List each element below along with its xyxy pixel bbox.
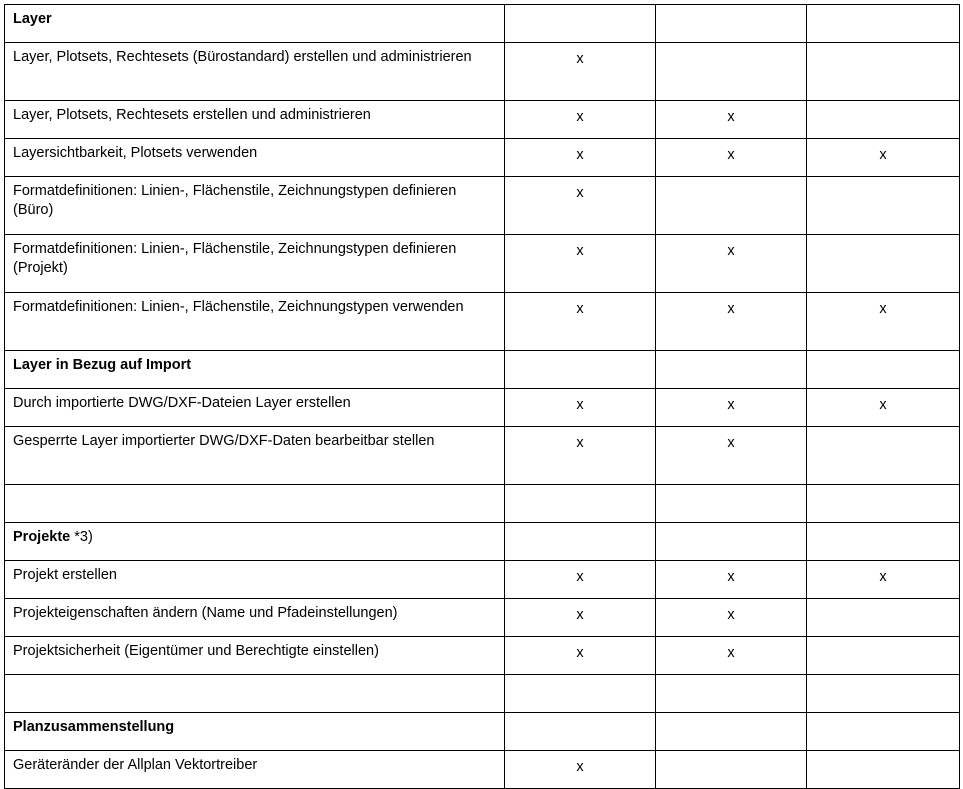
mark-cell: x — [505, 751, 656, 789]
mark-cell: x — [656, 293, 807, 351]
mark-cell: x — [505, 599, 656, 637]
mark-cell: x — [656, 599, 807, 637]
mark-cell: x — [656, 637, 807, 675]
section-cell — [5, 351, 505, 389]
mark-cell — [656, 713, 807, 751]
permission-label: Layersichtbarkeit, Plotsets verwenden — [5, 139, 505, 177]
mark-cell: x — [807, 139, 960, 177]
mark-cell: x — [807, 561, 960, 599]
mark-cell: x — [656, 389, 807, 427]
permission-label: Layer, Plotsets, Rechtesets (Bürostandard) erstellen und administrieren — [5, 43, 505, 101]
section-row — [5, 713, 960, 751]
section-title: Layer in Bezug auf Import — [13, 357, 192, 373]
permissions-table — [4, 4, 960, 789]
mark-cell: x — [656, 101, 807, 139]
section-cell — [5, 713, 505, 751]
mark-cell — [505, 713, 656, 751]
mark-cell: x — [505, 293, 656, 351]
mark-cell — [807, 5, 960, 43]
mark-cell — [656, 485, 807, 523]
mark-cell — [656, 751, 807, 789]
mark-cell: x — [807, 389, 960, 427]
mark-cell — [656, 5, 807, 43]
mark-cell: x — [505, 43, 656, 101]
table-row — [5, 599, 960, 637]
empty-row — [5, 675, 960, 713]
mark-cell — [656, 523, 807, 561]
mark-cell — [807, 485, 960, 523]
permission-label: Layer, Plotsets, Rechtesets erstellen und administrieren — [5, 101, 505, 139]
mark-cell — [807, 427, 960, 485]
mark-cell — [807, 101, 960, 139]
mark-cell — [807, 751, 960, 789]
section-cell — [5, 5, 505, 43]
mark-cell: x — [807, 293, 960, 351]
permission-label: Formatdefinitionen: Linien-, Flächenstile, Zeichnungstypen definieren (Büro) — [5, 177, 505, 235]
mark-cell — [807, 351, 960, 389]
permission-label: Projekt erstellen — [5, 561, 505, 599]
mark-cell: x — [656, 561, 807, 599]
section-row — [5, 5, 960, 43]
table-row — [5, 177, 960, 235]
mark-cell: x — [656, 427, 807, 485]
mark-cell: x — [505, 139, 656, 177]
empty-row — [5, 485, 960, 523]
mark-cell: x — [656, 139, 807, 177]
section-title: Planzusammenstellung — [13, 719, 175, 735]
mark-cell — [807, 523, 960, 561]
permission-label: Durch importierte DWG/DXF-Dateien Layer erstellen — [5, 389, 505, 427]
mark-cell — [807, 235, 960, 293]
table-row — [5, 637, 960, 675]
mark-cell: x — [656, 235, 807, 293]
mark-cell: x — [505, 561, 656, 599]
mark-cell — [807, 177, 960, 235]
table-row — [5, 427, 960, 485]
section-row — [5, 523, 960, 561]
mark-cell: x — [505, 101, 656, 139]
table-row — [5, 389, 960, 427]
mark-cell — [807, 713, 960, 751]
mark-cell: x — [505, 427, 656, 485]
mark-cell — [807, 637, 960, 675]
mark-cell — [656, 177, 807, 235]
table-row — [5, 139, 960, 177]
table-row — [5, 561, 960, 599]
mark-cell — [656, 675, 807, 713]
permission-label: Formatdefinitionen: Linien-, Flächenstile, Zeichnungstypen definieren (Projekt) — [5, 235, 505, 293]
permission-label: Geräteränder der Allplan Vektortreiber — [5, 751, 505, 789]
permission-label: Projekteigenschaften ändern (Name und Pfadeinstellungen) — [5, 599, 505, 637]
mark-cell — [505, 523, 656, 561]
section-title-note: *3) — [70, 529, 93, 545]
permission-label — [5, 675, 505, 713]
mark-cell: x — [505, 389, 656, 427]
section-cell — [5, 523, 505, 561]
mark-cell — [656, 351, 807, 389]
permission-label: Gesperrte Layer importierter DWG/DXF-Daten bearbeitbar stellen — [5, 427, 505, 485]
mark-cell — [807, 599, 960, 637]
table-row — [5, 751, 960, 789]
table-row — [5, 235, 960, 293]
mark-cell: x — [505, 235, 656, 293]
mark-cell — [505, 5, 656, 43]
section-row — [5, 351, 960, 389]
mark-cell — [807, 675, 960, 713]
mark-cell — [807, 43, 960, 101]
mark-cell: x — [505, 177, 656, 235]
mark-cell — [656, 43, 807, 101]
mark-cell — [505, 485, 656, 523]
section-title: Layer — [13, 11, 52, 27]
table-row — [5, 101, 960, 139]
table-row — [5, 293, 960, 351]
section-title: Projekte — [13, 529, 71, 545]
permission-label: Projektsicherheit (Eigentümer und Berechtigte einstellen) — [5, 637, 505, 675]
permission-label: Formatdefinitionen: Linien-, Flächenstile, Zeichnungstypen verwenden — [5, 293, 505, 351]
mark-cell — [505, 351, 656, 389]
mark-cell — [505, 675, 656, 713]
table-row — [5, 43, 960, 101]
permission-label — [5, 485, 505, 523]
mark-cell: x — [505, 637, 656, 675]
